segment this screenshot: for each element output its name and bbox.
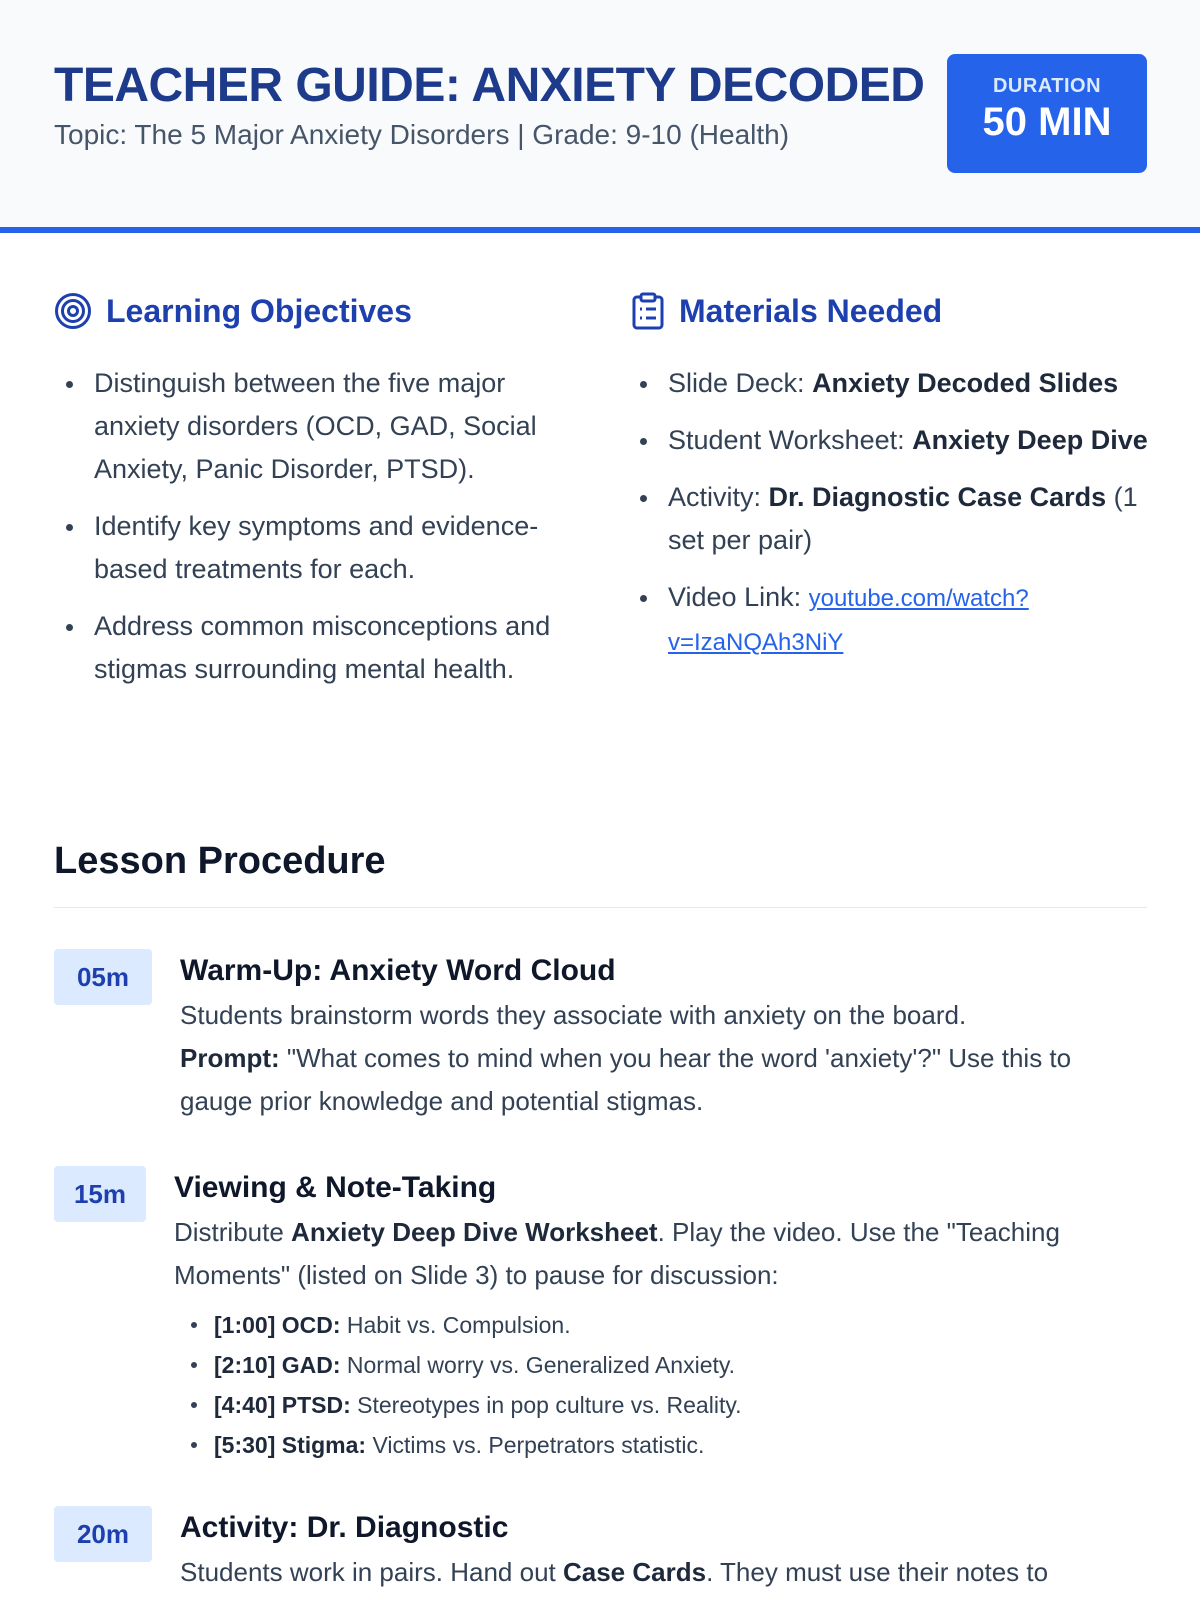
list-item: [4:40] PTSD: Stereotypes in pop culture vs. Reality. xyxy=(174,1385,1147,1425)
page-header xyxy=(0,0,1200,233)
time-badge: 20m xyxy=(54,1506,152,1562)
time-badge: 15m xyxy=(54,1166,146,1222)
step-text: Students work in pairs. Hand out Case Cards. They must use their notes to xyxy=(180,1557,1049,1587)
target-icon xyxy=(54,292,92,330)
list-item: Slide Deck: Anxiety Decoded Slides xyxy=(628,362,1158,405)
list-item: Student Worksheet: Anxiety Deep Dive xyxy=(628,419,1158,462)
video-link[interactable]: youtube.com/watch? v=IzaNQAh3NiY xyxy=(668,585,1029,656)
procedure-title: Lesson Procedure xyxy=(54,840,386,882)
list-item: [5:30] Stigma: Victims vs. Perpetrators statistic. xyxy=(174,1425,1147,1465)
list-item: Identify key symptoms and evidence-based treatments for each. xyxy=(54,505,584,591)
materials-title: Materials Needed xyxy=(679,292,943,329)
list-item: [2:10] GAD: Normal worry vs. Generalized Anxiety. xyxy=(174,1345,1147,1385)
step-body xyxy=(180,949,1147,1123)
step-title: Activity: Dr. Diagnostic xyxy=(180,1511,509,1544)
step-text: Distribute Anxiety Deep Dive Worksheet. Play the video. Use the "Teaching Moments" (listed on Slide 3) to pause for discussion: xyxy=(174,1217,1060,1290)
objectives-list xyxy=(54,362,584,705)
step-title: Viewing & Note-Taking xyxy=(174,1171,497,1204)
time-badge: 05m xyxy=(54,949,152,1005)
page-subtitle: Topic: The 5 Major Anxiety Disorders | Grade: 9-10 (Health) xyxy=(54,119,790,150)
step-body xyxy=(174,1166,1147,1465)
list-item: Activity: Dr. Diagnostic Case Cards (1 set per pair) xyxy=(628,476,1158,562)
list-item: Video Link: youtube.com/watch? v=IzaNQAh3NiY xyxy=(628,576,1158,664)
clipboard-icon xyxy=(631,292,665,330)
step-text: Students brainstorm words they associate with anxiety on the board. Prompt: "What comes to mind when you hear the word 'anxiety'?" Use this to gauge prior knowledge and potential stigmas. xyxy=(180,1000,1072,1116)
page-title: TEACHER GUIDE: ANXIETY DECODED xyxy=(54,59,925,112)
list-item: Address common misconceptions and stigmas surrounding mental health. xyxy=(54,605,584,691)
divider xyxy=(54,907,1147,908)
step-body xyxy=(180,1506,1147,1594)
objectives-heading xyxy=(54,289,412,333)
step-title: Warm-Up: Anxiety Word Cloud xyxy=(180,954,616,987)
objectives-title: Learning Objectives xyxy=(106,292,412,329)
duration-badge xyxy=(947,54,1147,173)
materials-list xyxy=(628,362,1158,678)
duration-value: 50 MIN xyxy=(982,100,1112,144)
duration-label: DURATION xyxy=(992,75,1102,97)
teaching-moments-list xyxy=(174,1305,1147,1465)
list-item: [1:00] OCD: Habit vs. Compulsion. xyxy=(174,1305,1147,1345)
materials-heading xyxy=(631,289,942,333)
list-item: Distinguish between the five major anxiety disorders (OCD, GAD, Social Anxiety, Panic Disorder, PTSD). xyxy=(54,362,584,491)
